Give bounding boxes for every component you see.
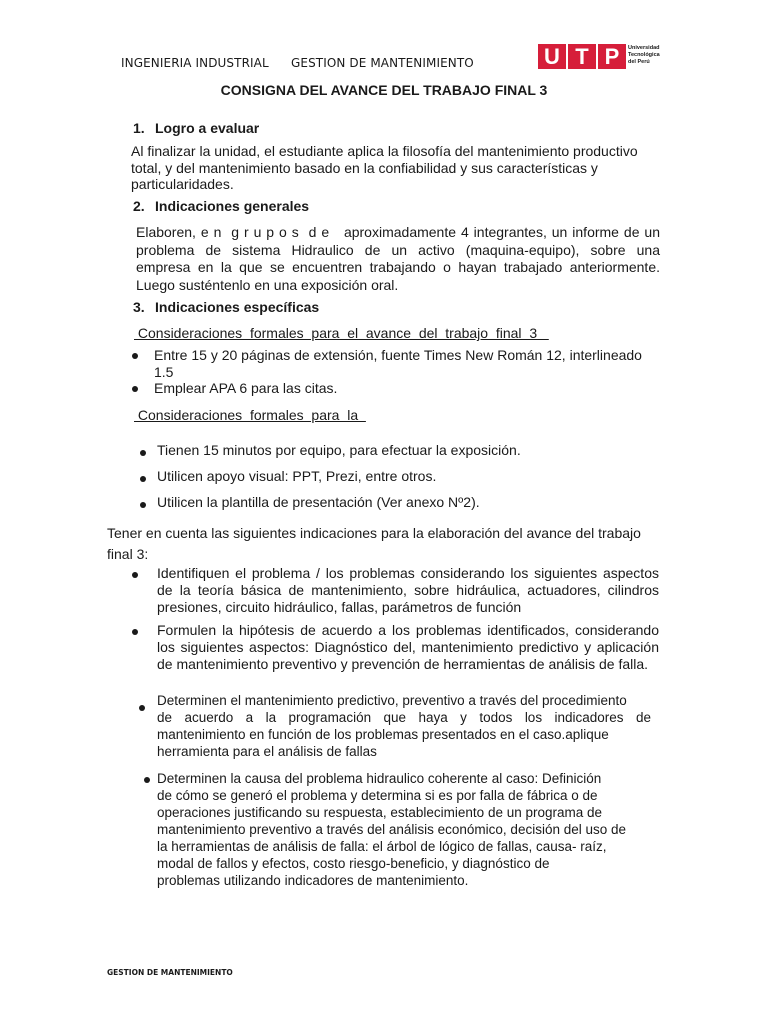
bullet-page-count	[154, 347, 642, 381]
task-line: presiones, circuito hidráulico, fallas, parámetros de función	[157, 599, 522, 615]
logo-letter-p: P	[598, 44, 626, 69]
bullet-dot	[140, 502, 146, 508]
bullet-visual: Utilicen apoyo visual: PPT, Prezi, entre otros.	[157, 468, 437, 484]
bullet-dot	[132, 353, 138, 359]
bullet-dot	[132, 572, 138, 578]
section-2-line: Elaboren, e n g r u p o s d e aproximadamente 4 integrantes, un informe de un	[136, 224, 660, 240]
task-hypothesis	[157, 622, 659, 673]
task-line: operaciones justificando su respuesta, establecimiento de un programa de	[157, 805, 603, 820]
task-line: la herramientas de análisis de falla: el árbol de lógico de fallas, causa- raíz,	[157, 839, 607, 854]
section-3-title: Indicaciones específicas	[155, 299, 320, 315]
task-line: de la teoría básica de mantenimiento, sobre hidráulica, actuadores, cilindros	[157, 582, 659, 598]
intro-text	[107, 523, 641, 565]
section-1-text	[131, 143, 638, 193]
task-line: modal de fallos y efectos, costo riesgo-beneficio, y diagnóstico de	[157, 856, 550, 871]
bullet-template: Utilicen la plantilla de presentación (Ver anexo Nº2).	[157, 494, 480, 510]
section-3-number: 3.	[133, 299, 145, 315]
section-2-line: Luego susténtenlo en una exposición oral.	[136, 276, 399, 293]
task-line: de acuerdo a la programación que haya y todos los indicadores de	[157, 710, 651, 725]
task-line: Determinen la causa del problema hidraulico coherente al caso: Definición	[157, 771, 602, 786]
logo-line-3: del Perú	[628, 59, 650, 65]
bullet-dot	[144, 777, 150, 783]
task-line: Formulen la hipótesis de acuerdo a los problemas identificados, considerando	[157, 622, 659, 638]
logo-line-1: Universidad	[628, 45, 660, 51]
header-course: GESTION DE MANTENIMIENTO	[291, 56, 474, 70]
bullet-dot	[139, 705, 145, 711]
section-1-title: Logro a evaluar	[155, 120, 260, 136]
footer-course: GESTION DE MANTENIMIENTO	[107, 968, 233, 977]
task-line: mantenimiento preventivo a través del análisis económico, decisión del uso de	[157, 822, 627, 837]
logo-line-2: Tecnológica	[628, 52, 660, 58]
section-1-number: 1.	[133, 120, 145, 136]
section-1-heading	[133, 120, 259, 136]
intro-line: final 3:	[107, 546, 149, 562]
section-1-line: Al finalizar la unidad, el estudiante aplica la filosofía del mantenimiento productivo	[131, 143, 638, 159]
logo-letter-u: U	[538, 44, 566, 69]
task-line: de cómo se generó el problema y determina si es por falla de fábrica o de	[157, 788, 598, 803]
task-line: herramienta para el análisis de fallas	[157, 744, 377, 759]
utp-logo	[538, 44, 660, 70]
task-line: Determinen el mantenimiento predictivo, preventivo a través del procedimiento	[157, 693, 627, 708]
section-2-text	[136, 224, 660, 294]
task-identify	[157, 565, 659, 616]
bullet-line: Entre 15 y 20 páginas de extensión, fuente Times New Román 12, interlineado	[154, 347, 642, 363]
section-1-line: particularidades.	[131, 176, 234, 192]
bullet-line: 1.5	[154, 364, 174, 380]
task-line: de mantenimiento preventivo y prevención de herramientas de análisis de falla.	[157, 656, 649, 672]
section-2-line: empresa en la que se encuentren trabajando o hayan trabajado anteriormente.	[136, 259, 660, 275]
subsection-formal-report: Consideraciones formales para el avance del trabajo final 3	[134, 325, 549, 341]
section-1-line: total, y del mantenimiento basado en la confiabilidad y sus características y	[131, 159, 598, 176]
section-2-title: Indicaciones generales	[155, 198, 310, 214]
logo-letter-t: T	[568, 44, 596, 69]
header-program: INGENIERIA INDUSTRIAL	[121, 56, 269, 70]
bullet-dot	[132, 629, 138, 635]
section-3-heading	[133, 299, 319, 315]
section-2-heading	[133, 198, 309, 214]
subsection-formal-presentation: Consideraciones formales para la	[134, 407, 366, 423]
bullet-dot	[140, 450, 146, 456]
bullet-dot	[140, 476, 146, 482]
section-2-number: 2.	[133, 198, 145, 214]
bullet-time: Tienen 15 minutos por equipo, para efectuar la exposición.	[157, 442, 521, 458]
bullet-line: Emplear APA 6 para las citas.	[154, 380, 338, 396]
bullet-apa	[154, 380, 337, 397]
task-line: problemas utilizando indicadores de mantenimiento.	[157, 873, 469, 888]
task-line: los siguientes aspectos: Diagnóstico del, mantenimiento predictivo y aplicación	[157, 639, 659, 655]
task-line: mantenimiento en función de los problemas presentados en el caso.aplique	[157, 727, 609, 742]
section-2-line: problema de sistema Hidraulico de un activo (maquina-equipo), sobre una	[136, 241, 660, 258]
bullet-dot	[132, 386, 138, 392]
document-title: CONSIGNA DEL AVANCE DEL TRABAJO FINAL 3	[220, 82, 548, 98]
task-root-cause	[157, 770, 651, 889]
task-line: Identifiquen el problema / los problemas considerando los siguientes aspectos	[157, 565, 659, 581]
task-maintenance	[157, 692, 651, 760]
intro-line: Tener en cuenta las siguientes indicaciones para la elaboración del avance del trabajo	[107, 525, 641, 541]
